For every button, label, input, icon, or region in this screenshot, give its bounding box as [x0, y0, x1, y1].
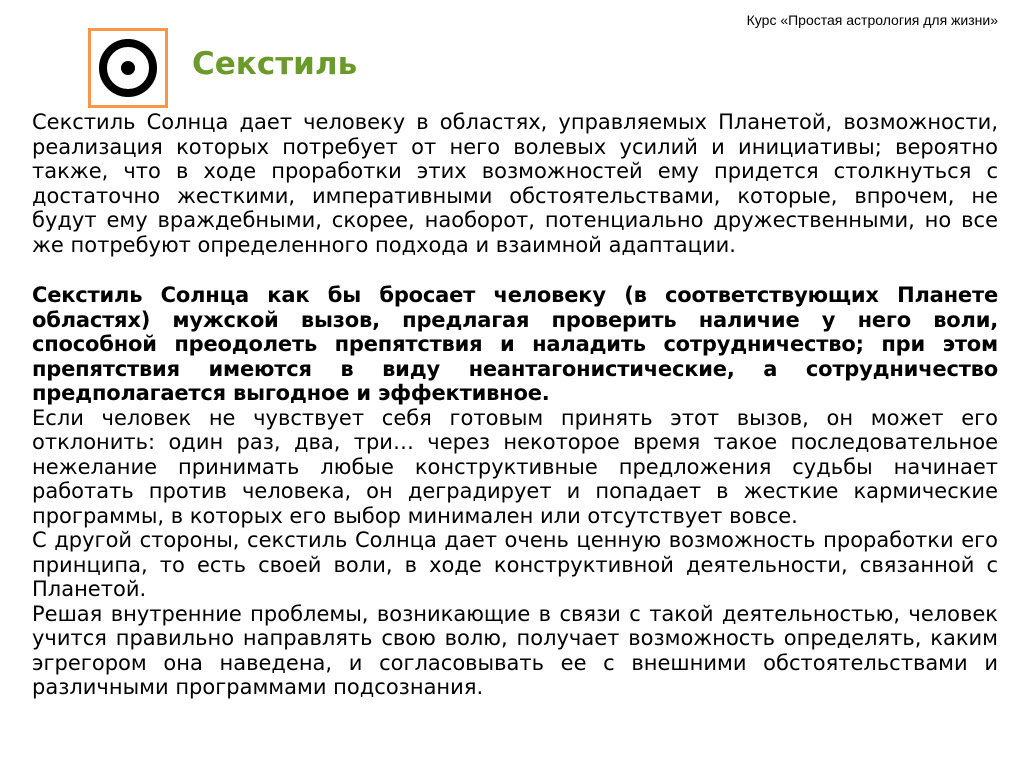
paragraph-intro: Секстиль Солнца дает человеку в областях, управляемых Планетой, возможности, реализация которых потребует от него волевых усилий и инициативы; вероятно также, что в ходе проработки этих возможностей ему придется столкнуться с достаточно жесткими, императивными обстоятельствами, которые, впрочем, не будут ему враждебными, скорее, наоборот, потенциально дружественными, но все же потребуют определенного подхода и взаимной адаптации.	[32, 110, 998, 257]
body-text	[32, 110, 998, 700]
paragraph-will: Решая внутренние проблемы, возникающие в связи с такой деятельностью, человек учится правильно направлять свою волю, получает возможность определять, каким эгрегором она наведена, и согласовывать ее с внешними обстоятельствами и различными программами подсознания.	[32, 601, 998, 699]
paragraph-refusal: Если человек не чувствует себя готовым принять этот вызов, он может его отклонить: один раз, два, три… через некоторое время такое последовательное нежелание принимать любые конструктивные предложения судьбы начинает работать против человека, он деградирует и попадает в жесткие кармические программы, в которых его выбор минимален или отсутствует вовсе.	[32, 405, 998, 528]
paragraph-spacer	[32, 257, 998, 283]
paragraph-challenge: Секстиль Солнца как бы бросает человеку (в соответствующих Планете областях) мужской вызов, предлагая проверить наличие у него воли, способной преодолеть препятствия и наладить сотрудничество; при этом препятствия имеются в виду неантагонистические, а сотрудничество предполагается выгодное и эффективное.	[32, 283, 998, 405]
sun-symbol-svg	[91, 31, 165, 105]
slide-title: Секстиль	[192, 46, 358, 82]
sun-symbol-icon	[88, 28, 168, 108]
course-title: Курс «Простая астрология для жизни»	[746, 12, 998, 28]
paragraph-opportunity: С другой стороны, секстиль Солнца дает очень ценную возможность проработки его принципа, то есть своей воли, в ходе конструктивной деятельности, связанной с Планетой.	[32, 528, 998, 601]
